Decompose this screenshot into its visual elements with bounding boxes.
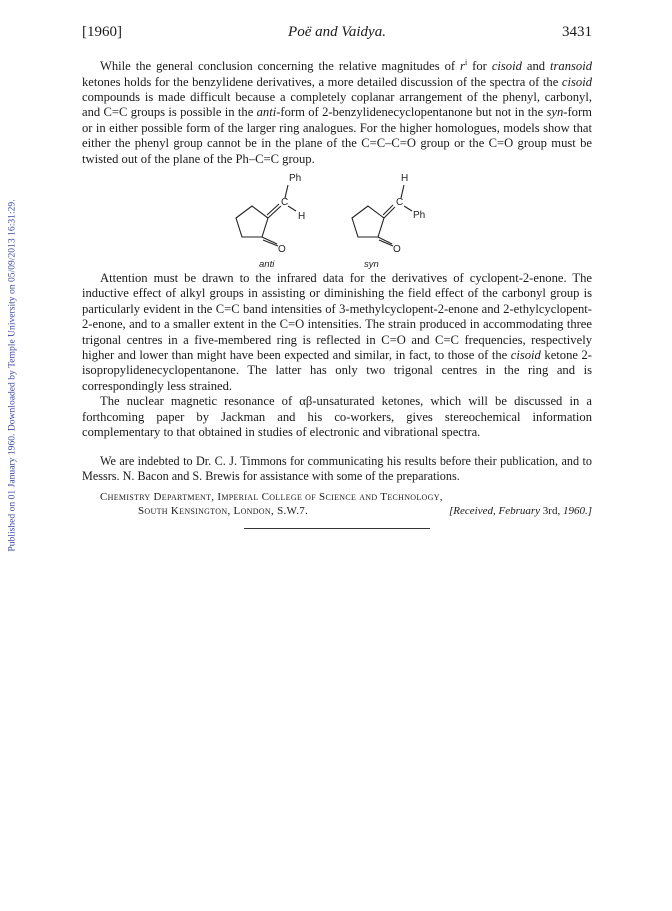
received-suffix: , 1960.] [557, 504, 592, 517]
p1-text-e: compounds is made difficult because a completely coplanar arrangement of the phenyl, carbonyl, and C=C groups is possible in the [82, 90, 592, 120]
anti-carbon-label: C [281, 197, 289, 209]
anti-structure [236, 185, 296, 246]
cyclopentanone-structures [82, 169, 592, 269]
term-anti: anti [256, 105, 277, 120]
received-day: 3rd [542, 504, 558, 517]
p2-text-a: Attention must be drawn to the infrared data for the derivatives of cyclopent-2-enone. The inductive effect of alkyl groups in assisting or diminishing the field effect of the carbonyl group is particularly evident in the C=C band intensities of 3-methylcyclopent-2-enone and 2-ethylcyclopent-2-enone, and to a smaller extent in the C=O intensities. The strain produced in accommodating three trigonal centres in a five-membered ring is reflected in C=O and C=C frequencies, respectively higher and lower than might have been expected and similar, in fact, to those of the [82, 271, 592, 363]
header-year: [1960] [82, 24, 122, 40]
term-syn: syn [546, 105, 564, 120]
p1-text-g: -form or in either possible form of the larger ring analogues. For the higher homologues, models show that either the phenyl group cannot be in the plane of the C=C–C=O group or the C=O group must be twisted out of the plane of the Ph–C=C group. [82, 105, 592, 166]
p1-text-c: and [526, 59, 546, 74]
acknowledgement-section [82, 454, 592, 484]
header-page-number: 3431 [562, 24, 592, 40]
term-cisoid: cisoid [491, 59, 522, 74]
anti-oxygen-label: O [278, 244, 286, 256]
affiliation-line-2: South Kensington, London, S.W.7. [138, 504, 309, 517]
syn-carbon-label: C [396, 197, 404, 209]
syn-ph-label: Ph [413, 210, 426, 222]
paragraph-1 [82, 55, 592, 167]
download-note: Published on 01 January 1960. Downloaded by Temple University on 05/09/2013 16:31:29. [6, 198, 18, 552]
term-cisoid-3: cisoid [510, 348, 541, 363]
symbol-sup-i: i [464, 58, 468, 67]
term-cisoid-2: cisoid [561, 74, 592, 89]
header-authors: Poë and Vaidya. [288, 24, 386, 40]
received-prefix: [Received, February [449, 504, 541, 517]
affiliation-block [82, 490, 592, 518]
p1-text-a: While the general conclusion concerning the relative magnitudes of [100, 59, 456, 74]
structure-figure [82, 169, 592, 269]
paragraph-3: The nuclear magnetic resonance of αβ-unsaturated ketones, which will be discussed in a forthcoming paper by Jackman and his co-workers, gives stereochemical information complementary to that obtained in studies of electronic and vibrational spectra. [82, 394, 592, 440]
syn-oxygen-label: O [393, 244, 401, 256]
p2-text-b: ketone 2-isopropylidenecyclopentanone. The latter has only two trigonal centres in the ring and is correspondingly less strained. [82, 348, 592, 393]
p1-text-d: ketones holds for the benzylidene derivatives, a more detailed discussion of the spectra of the [82, 74, 559, 89]
syn-h-label: H [401, 173, 409, 185]
affiliation-line-1: Chemistry Department, Imperial College of Science and Technology, [100, 490, 443, 503]
term-transoid: transoid [550, 59, 593, 74]
download-watermark [4, 155, 20, 595]
article-body [82, 55, 592, 529]
syn-structure [352, 185, 412, 246]
syn-caption: syn [364, 259, 379, 270]
p1-text-f: -form of 2-benzylidenecyclopentanone but not in the [276, 105, 544, 120]
symbol-r: r [460, 59, 465, 74]
end-rule [244, 528, 430, 529]
received-date [449, 504, 592, 518]
anti-caption: anti [259, 259, 275, 270]
p1-text-b: for [472, 59, 487, 74]
acknowledgement-text: We are indebted to Dr. C. J. Timmons for communicating his results before their publication, and to Messrs. N. Bacon and S. Brewis for assistance with some of the preparations. [82, 453, 592, 483]
anti-ph-label: Ph [289, 173, 302, 185]
paragraph-2 [82, 271, 592, 394]
page-header [82, 24, 592, 46]
anti-h-label: H [298, 211, 306, 223]
